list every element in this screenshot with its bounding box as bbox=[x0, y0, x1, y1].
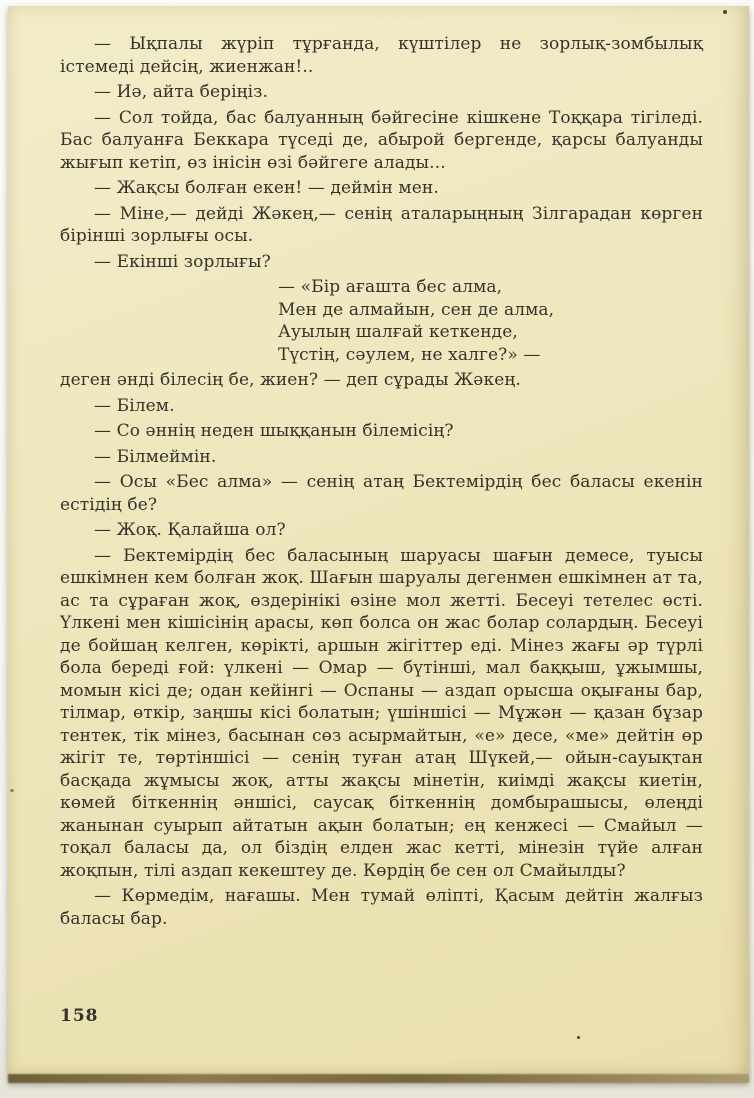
verse-block bbox=[278, 276, 703, 366]
dialog-paragraph: — Көрмедім, нағашы. Мен тумай өліпті, Қасым дейтін жалғыз баласы бар. bbox=[60, 886, 703, 929]
dialog-paragraph: — Білем. bbox=[94, 395, 175, 416]
continuation-paragraph: деген әнді білесің бе, жиен? — деп сұрады Жәкең. bbox=[60, 370, 521, 390]
page-text bbox=[8, 6, 749, 930]
dialog-paragraph: — Білмеймін. bbox=[94, 446, 217, 467]
dialog-paragraph: — Ықпалы жүріп тұрғанда, күштілер не зорлық-зомбылық істемеді дейсің, жиенжан!.. bbox=[60, 34, 703, 77]
dialog-paragraph: — Иә, айта беріңіз. bbox=[94, 82, 269, 102]
dialog-paragraph: — Сол тойда, бас балуанның бәйгесіне кішкене Тоққара тігіледі. Бас балуанға Беккара түседі де, абырой бергенде, қарсы балуанды жығып кетіп, өз інісін өзі бәйгеге алады... bbox=[60, 107, 703, 173]
book-page bbox=[8, 6, 749, 1082]
page-bottom-edge bbox=[8, 1074, 749, 1083]
dialog-paragraph: — Жоқ. Қалайша ол? bbox=[94, 520, 286, 540]
narrative-paragraph: — Бектемірдің бес баласының шаруасы шағын демесе, туысы ешкімнен кем болған жоқ. Шағын шаруалы дегенмен ешкімнен ат та, ас та сұраған жоқ, өздерінікі өзіне мол жетті. Бесеуі тетелес өсті. Үлкені мен кішісінің арасы, көп болса он жас болар солардың. Бесеуі де бойшаң келген, көрікті, аршын жігіттер еді. Мінез жағы әр түрлі бола береді ғой: үлкені — Омар — бүтінші, мал баққыш, ұжымшы, момын кісі де; одан кейінгі — Оспаны — аздап орысша оқығаны бар, тілмар, өткір, заңшы кісі болатын; үшіншісі — Мұжән — қазан бұзар тентек, тік мінез, басынан сөз асырмайтын, «е» десе, «ме» дейтін өр жігіт те, төртіншісі — сенің туған атаң Шүкей,— ойын-сауықтан басқада жұмысы жоқ, атты жақсы мінетін, киімді жақсы киетін, көмей біткеннің әншісі, саусақ біткеннің домбырашысы, өлеңді жанынан суырып айтатын ақын болатын; ең кенжесі — Смайыл — тоқал баласы да, ол біздің елден жас кетті, мінезін түйе алған жоқпын, тілі аздап кекештеу де. Көрдің бе сен ол Смайылды? bbox=[60, 545, 703, 881]
verse-line: Мен де алмайын, сен де алма, bbox=[278, 299, 555, 320]
dialog-paragraph: — Міне,— дейді Жәкең,— сенің аталарыңның Зілгарадан көрген бірінші зорлығы осы. bbox=[60, 203, 703, 246]
dialog-paragraph: — Со әннің неден шыққанын білемісің? bbox=[94, 421, 454, 441]
verse-line: Түстің, сәулем, не халге?» — bbox=[278, 344, 541, 365]
verse-line: Ауылың шалғай кеткенде, bbox=[278, 322, 518, 342]
scan-speck bbox=[577, 1036, 580, 1039]
scan-speck bbox=[723, 10, 727, 14]
dialog-paragraph: — Осы «Бес алма» — сенің атаң Бектемірдің бес баласы екенін естідің бе? bbox=[60, 472, 703, 515]
dialog-paragraph: — Екінші зорлығы? bbox=[94, 251, 271, 272]
verse-line: — «Бір ағашта бес алма, bbox=[278, 277, 503, 297]
page-number: 158 bbox=[60, 1006, 99, 1026]
scan-speck bbox=[10, 789, 14, 792]
dialog-paragraph: — Жақсы болған екен! — деймін мен. bbox=[94, 178, 439, 198]
